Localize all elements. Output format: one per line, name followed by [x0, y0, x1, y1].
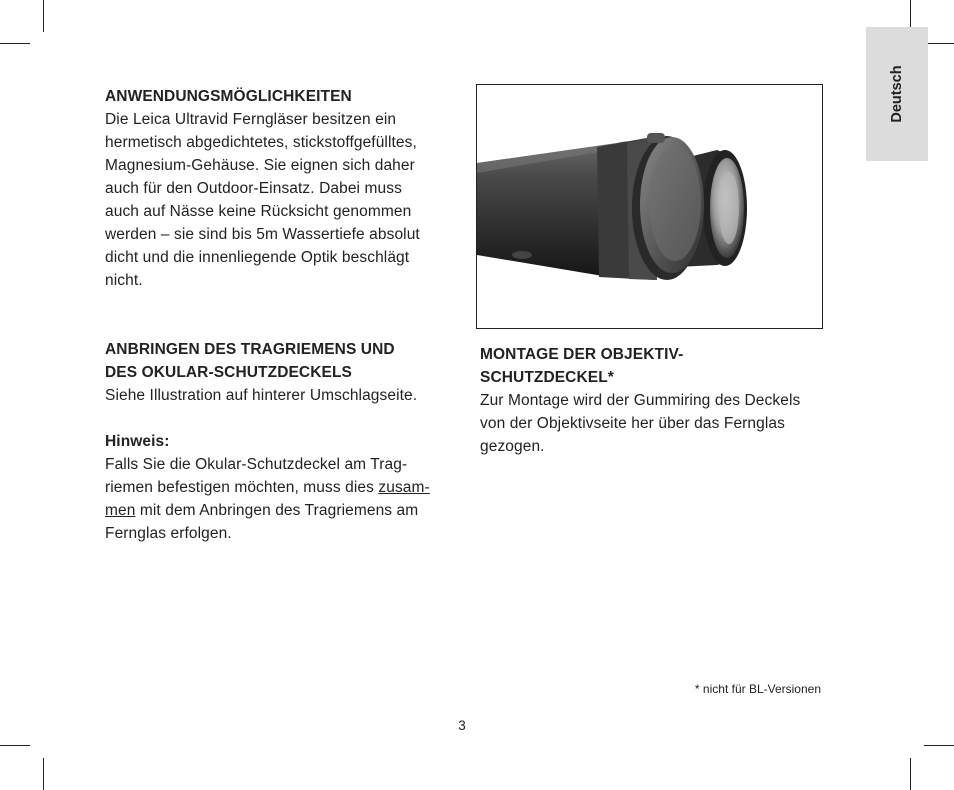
binocular-illustration: [477, 85, 822, 328]
language-tab-label: Deutsch: [889, 65, 905, 123]
body-line: auch auf Nässe keine Rücksicht genommen: [105, 203, 412, 220]
crop-mark: [924, 43, 954, 44]
note-line: [105, 476, 455, 499]
section-heading-lens-cap: SCHUTZDECKEL*: [480, 369, 614, 386]
page-number: 3: [458, 718, 466, 733]
crop-mark: [924, 745, 954, 746]
binocular-photo: [476, 84, 823, 329]
note-underlined-text: zusam-: [378, 479, 430, 496]
crop-mark: [0, 43, 30, 44]
crop-mark: [0, 745, 30, 746]
footnote: * nicht für BL-Versionen: [694, 682, 821, 696]
body-line: von der Objektivseite her über das Fernglas: [480, 415, 785, 432]
body-line: nicht.: [105, 272, 143, 289]
body-line: hermetisch abgedichtetes, stickstoffgefülltes,: [105, 134, 417, 151]
crop-mark: [43, 0, 44, 32]
note-line: Falls Sie die Okular-Schutzdeckel am Trag-: [105, 456, 408, 473]
language-tab: [866, 27, 928, 161]
note-line: [105, 499, 455, 522]
note-heading: Hinweis:: [105, 433, 170, 450]
section-heading-usage: ANWENDUNGSMÖGLICHKEITEN: [105, 88, 352, 105]
section-heading-strap: ANBRINGEN DES TRAGRIEMENS UND: [105, 341, 395, 358]
note-line: Fernglas erfolgen.: [105, 525, 232, 542]
right-column: [480, 343, 825, 458]
body-line: Zur Montage wird der Gummiring des Deckels: [480, 392, 801, 409]
note-text: mit dem Anbringen des Tragriemens am: [135, 502, 419, 519]
body-line: Siehe Illustration auf hinterer Umschlagseite.: [105, 387, 418, 404]
crop-mark: [910, 758, 911, 790]
left-column: [105, 85, 455, 545]
body-line: Die Leica Ultravid Ferngläser besitzen ein: [105, 111, 397, 128]
body-line: werden – sie sind bis 5m Wassertiefe absolut: [105, 226, 420, 243]
body-line: dicht und die innenliegende Optik beschlägt: [105, 249, 410, 266]
crop-mark: [43, 758, 44, 790]
section-heading-strap: DES OKULAR-SCHUTZDECKELS: [105, 364, 352, 381]
body-line: Magnesium-Gehäuse. Sie eignen sich daher: [105, 157, 415, 174]
note-underlined-text: men: [105, 502, 136, 519]
section-heading-lens-cap: MONTAGE DER OBJEKTIV-: [480, 346, 684, 363]
body-line: gezogen.: [480, 438, 545, 455]
body-line: auch für den Outdoor-Einsatz. Dabei muss: [105, 180, 402, 197]
note-text: riemen befestigen möchten, muss dies: [105, 479, 379, 496]
